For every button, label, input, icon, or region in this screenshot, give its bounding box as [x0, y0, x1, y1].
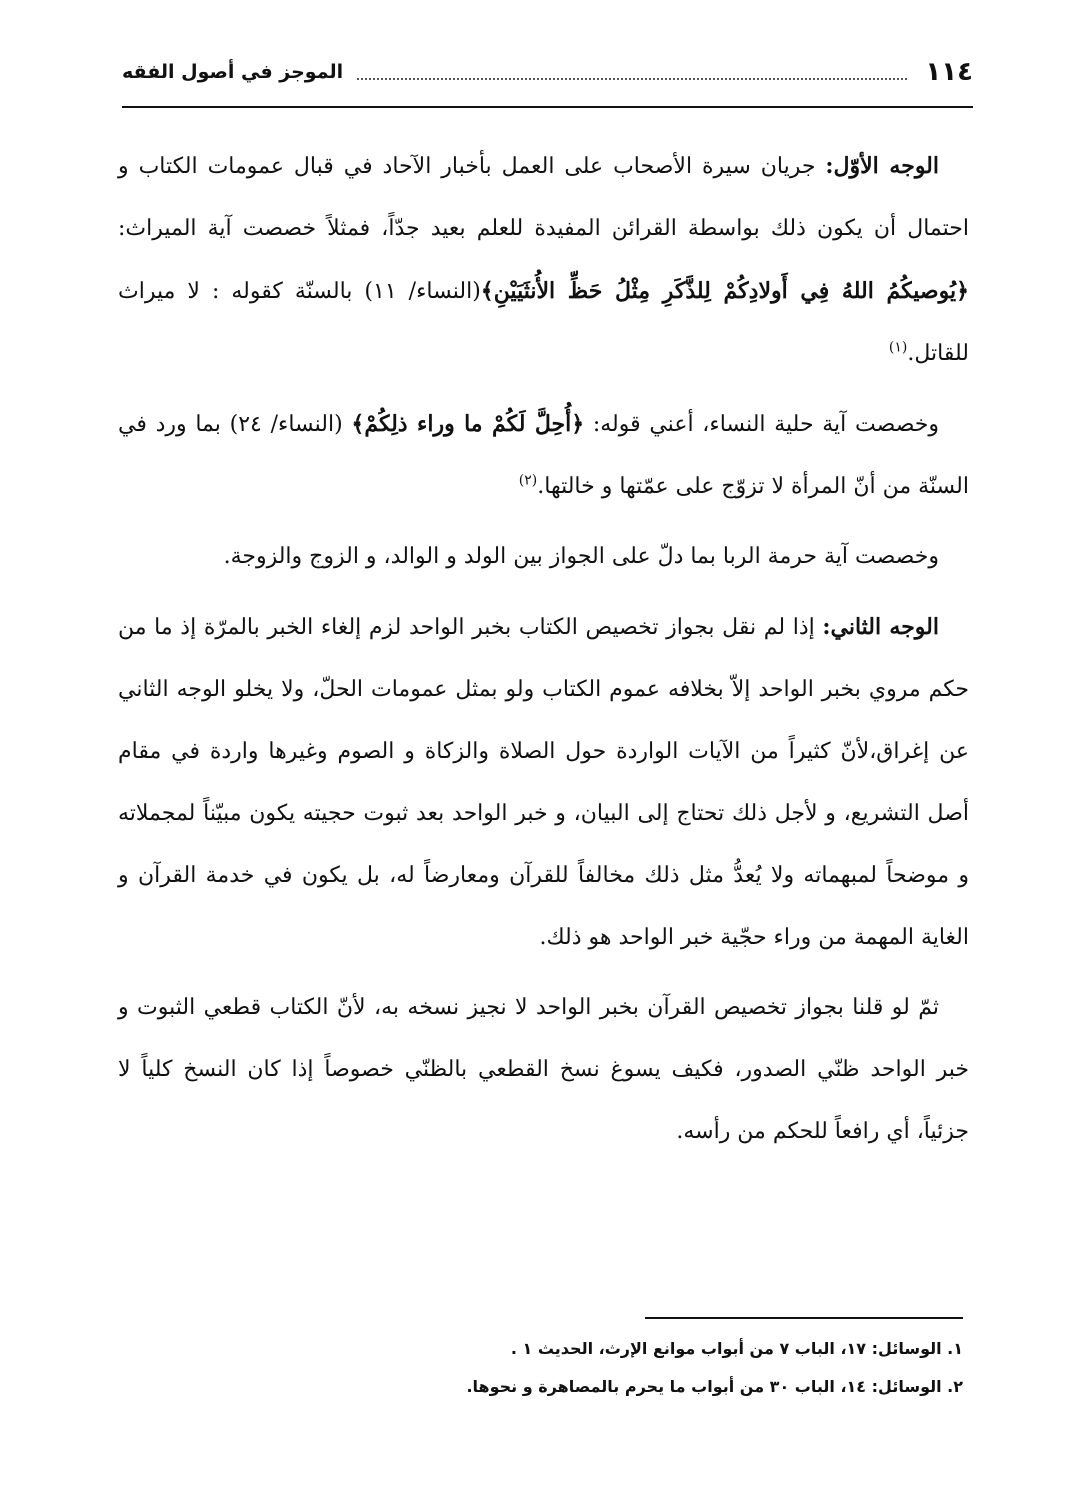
paragraph-first-aspect: [118, 135, 969, 385]
paragraph-nisa-verse: [118, 393, 969, 518]
page-number: ١١٤: [925, 57, 973, 87]
footnote-ref[interactable]: (٢): [518, 472, 538, 489]
paragraph-lead: الوجه الثاني:: [822, 614, 939, 640]
paragraph-second-aspect: [118, 596, 969, 969]
quran-verse: ﴿أُحِلَّ لَكُمْ ما وراء ذلِكُمْ﴾: [351, 411, 585, 437]
footnote-1: ١. الوسائل: ١٧، الباب ٧ من أبواب موانع الإرث، الحديث ١ .: [510, 1339, 963, 1358]
header-dot-leader: [357, 64, 907, 80]
paragraph-text: إذا لم نقل بجواز تخصيص الكتاب بخبر الواحد لزم إلغاء الخبر بالمرّة إذ ما من حكم مروي بخبر الواحد إلاّ بخلافه عموم الكتاب ولو بمثل عمومات الحلّ، ولا يخلو الوجه الثاني عن إغراق،لأنّ كثيراً من الآيات الواردة حول الصلاة والزكاة و الصوم وغيرها واردة في مقام أصل التشريع، و لأجل ذلك تحتاج إلى البيان، و خبر الواحد بعد ثبوت حجيته يكون مبيّناً لمجملاته و موضحاً لمبهماته ولا يُعدُّ مثل ذلك مخالفاً للقرآن ومعارضاً له، بل يكون في خدمة القرآن و الغاية المهمة من وراء حجّية خبر الواحد هو ذلك.: [118, 615, 969, 950]
paragraph-text: (النساء/ ٢٤) بما ورد في السنّة من أنّ المرأة لا تزوّج على عمّتها و خالتها.: [118, 412, 969, 499]
footnote-ref[interactable]: (١): [888, 339, 908, 356]
page-header: [122, 52, 973, 92]
running-title: الموجز في أصول الفقه: [122, 61, 344, 83]
main-text: [118, 135, 969, 1171]
paragraph-text: جريان سيرة الأصحاب على العمل بأخبار الآحاد في قبال عمومات الكتاب و احتمال أن يكون ذلك بواسطة القرائن المفيدة للعلم بعيد جدّاً، فمثلاً خصصت آية الميراث:: [118, 154, 969, 241]
footnote-2: ٢. الوسائل: ١٤، الباب ٣٠ من أبواب ما يحرم بالمصاهرة و نحوها.: [466, 1377, 963, 1396]
paragraph-lead: الوجه الأوّل:: [825, 153, 939, 179]
footnotes: [118, 1330, 963, 1406]
paragraph-riba-verse: وخصصت آية حرمة الربا بما دلّ على الجواز بين الولد و الوالد، و الزوج والزوجة.: [223, 544, 939, 569]
paragraph-text: وخصصت آية حلية النساء، أعني قوله:: [584, 412, 940, 437]
paragraph-abrogation: ثمّ لو قلنا بجواز تخصيص القرآن بخبر الواحد لا نجيز نسخه به، لأنّ الكتاب قطعي الثبوت و خبر الواحد ظنّي الصدور، فكيف يسوغ نسخ القطعي بالظنّي خصوصاً إذا كان النسخ كلياً لا جزئياً، أي رافعاً للحكم من رأسه.: [118, 995, 969, 1144]
footnote-separator: [645, 1317, 963, 1319]
quran-verse: ﴿يُوصيكُمُ اللهُ فِي أَولادِكُمْ لِلذَّكَرِ مِثْلُ حَظِّ الأُنثَيَيْنِ﴾: [480, 278, 969, 304]
header-rule: [122, 106, 973, 108]
paragraph-text: (النساء/ ١١) بالسنّة كقوله : لا ميراث للقاتل.: [118, 279, 969, 366]
